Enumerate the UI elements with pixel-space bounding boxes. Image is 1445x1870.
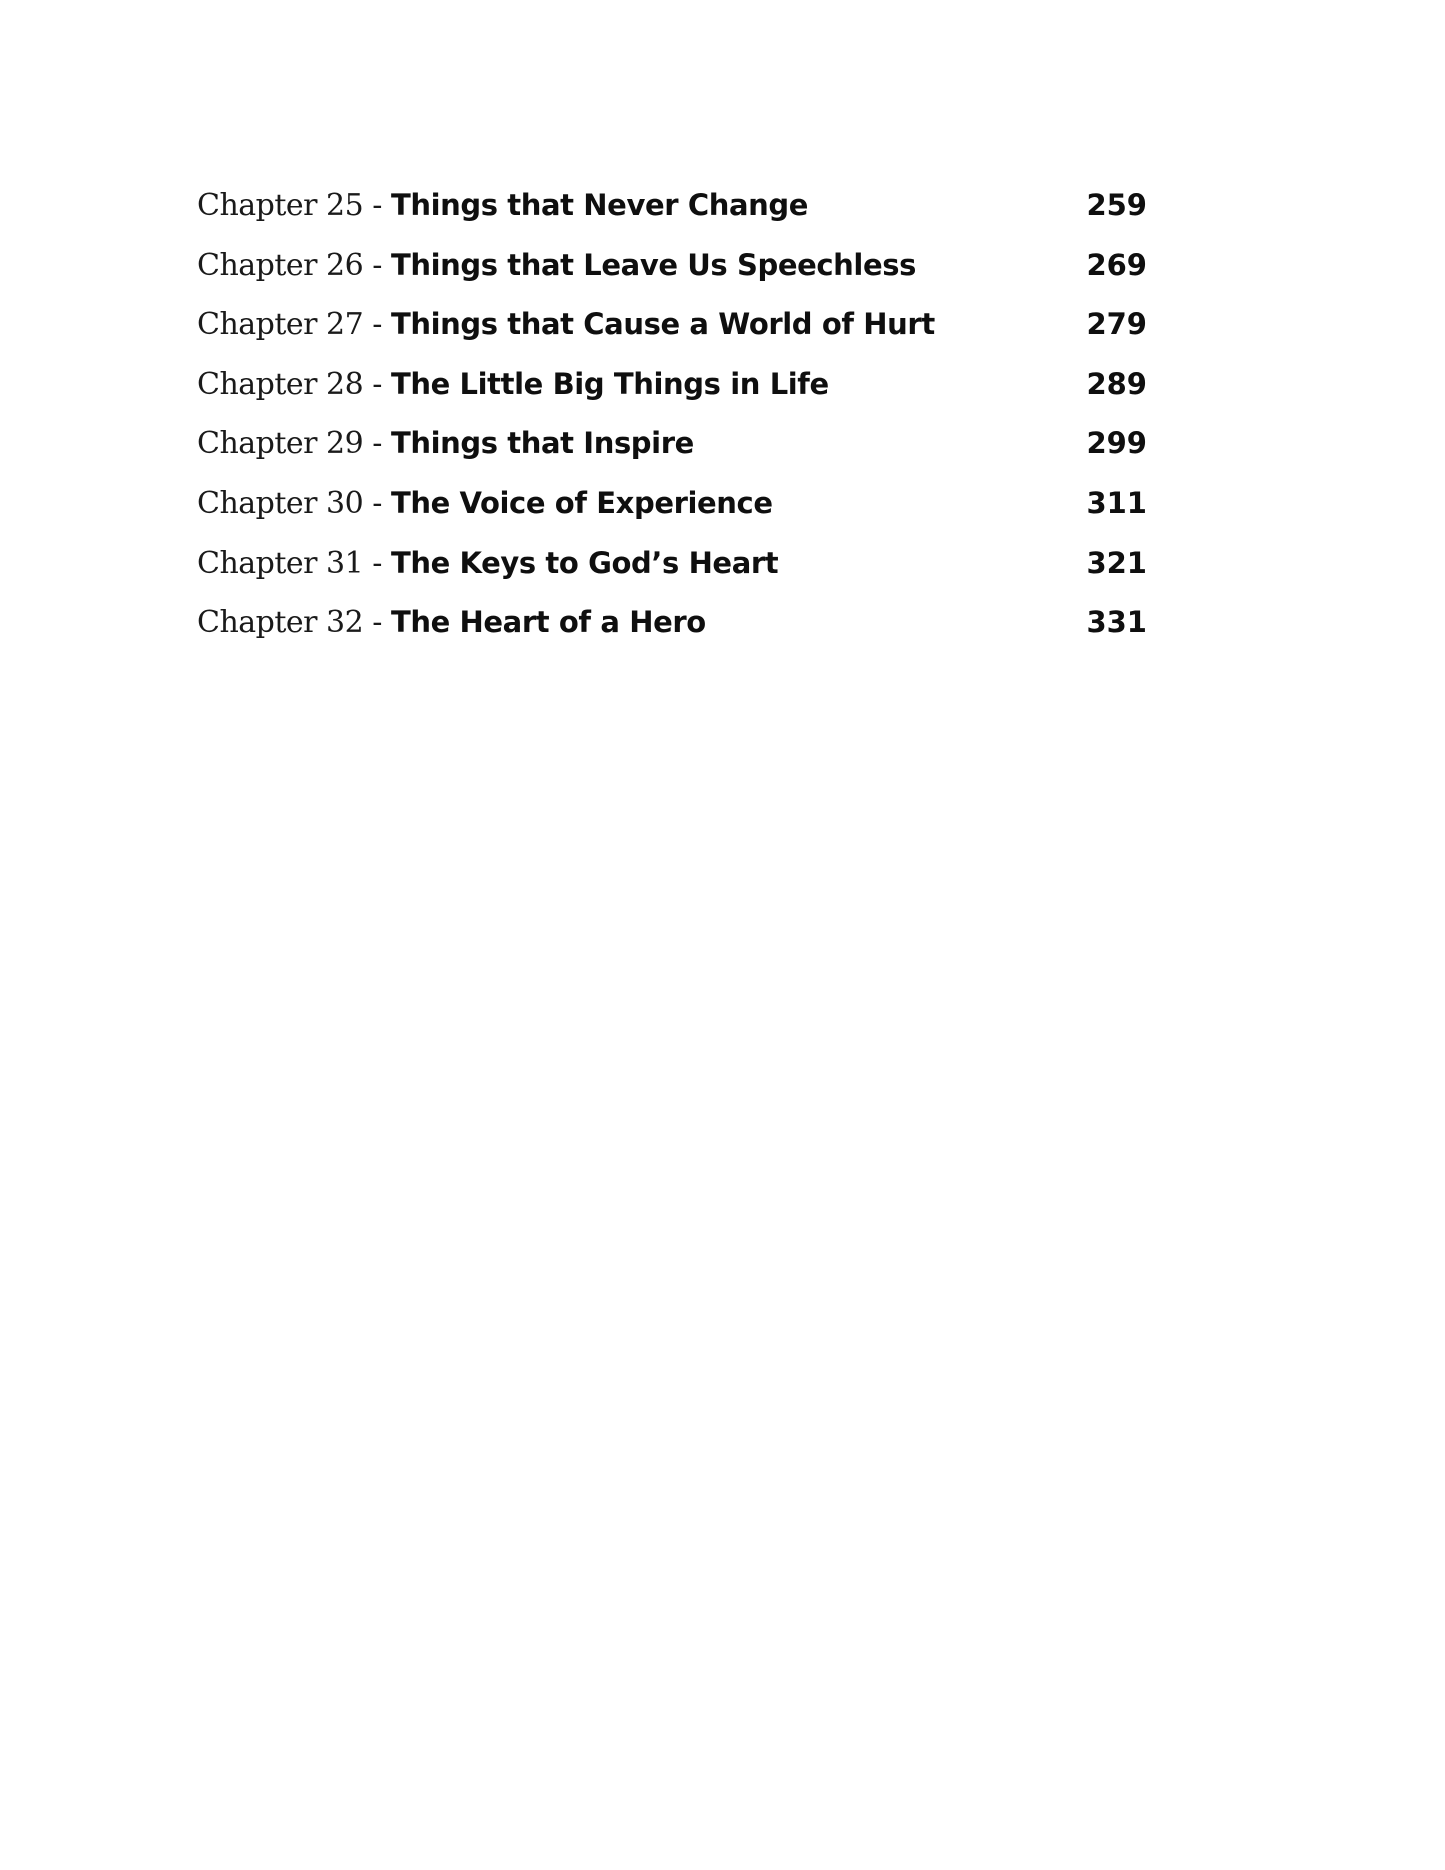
toc-entry-chapter-26 <box>197 245 1147 305</box>
toc-entry-chapter-25 <box>197 185 1147 245</box>
toc-entry-chapter-28 <box>197 364 1147 424</box>
table-of-contents <box>197 185 1147 662</box>
chapter-number: Chapter 25 - <box>197 188 391 223</box>
page-number: 259 <box>1086 188 1147 222</box>
page-number: 279 <box>1086 307 1147 342</box>
chapter-title: Things that Inspire <box>390 426 694 461</box>
chapter-title: The Heart of a Hero <box>390 605 706 640</box>
chapter-title: Things that Cause a World of Hurt <box>390 307 935 342</box>
chapter-number: Chapter 31 - <box>197 545 391 581</box>
page-number: 299 <box>1086 426 1147 461</box>
page-number: 311 <box>1086 485 1147 520</box>
page-number: 331 <box>1086 605 1147 640</box>
toc-entry-chapter-31 <box>197 543 1147 603</box>
chapter-number: Chapter 30 - <box>197 485 391 521</box>
toc-entry-chapter-27 <box>197 304 1147 364</box>
chapter-title: Things that Leave Us Speechless <box>390 247 916 282</box>
chapter-title: The Little Big Things in Life <box>390 366 829 401</box>
page-number: 269 <box>1086 247 1147 282</box>
chapter-title: Things that Never Change <box>390 188 808 222</box>
chapter-title: The Voice of Experience <box>390 485 773 520</box>
chapter-title: The Keys to God’s Heart <box>390 545 779 580</box>
toc-entry-chapter-29 <box>197 423 1147 483</box>
toc-entry-chapter-32 <box>197 602 1147 662</box>
chapter-number: Chapter 32 - <box>197 605 391 641</box>
chapter-number: Chapter 28 - <box>197 366 391 402</box>
chapter-number: Chapter 27 - <box>197 307 391 343</box>
page-number: 321 <box>1086 545 1147 580</box>
chapter-number: Chapter 26 - <box>197 247 391 283</box>
chapter-number: Chapter 29 - <box>197 426 391 462</box>
toc-entry-chapter-30 <box>197 483 1147 543</box>
page-number: 289 <box>1086 366 1147 401</box>
